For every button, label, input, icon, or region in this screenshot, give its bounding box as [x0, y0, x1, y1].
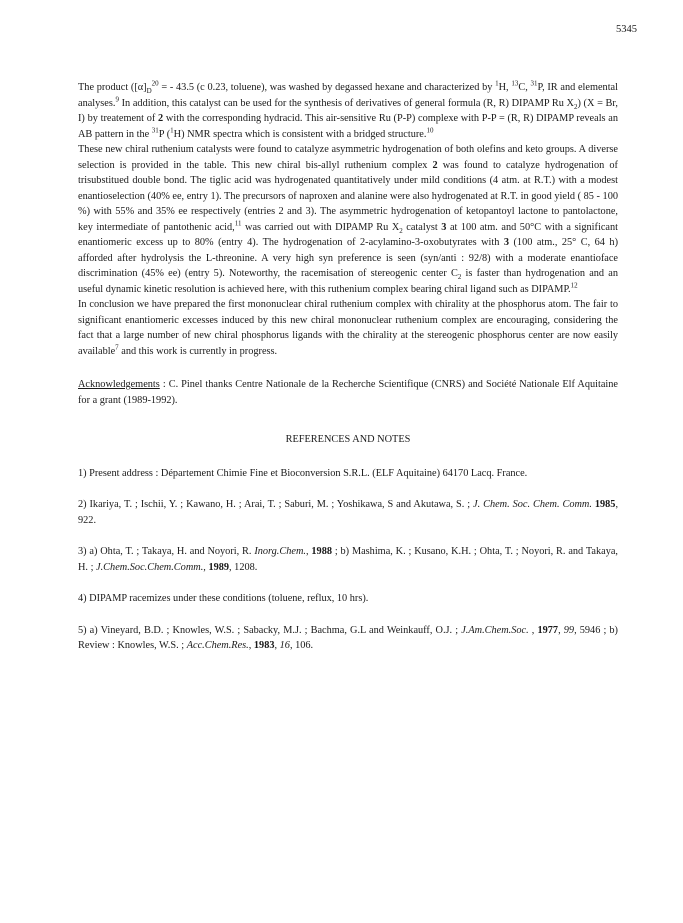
citation-mark: 7 — [115, 343, 119, 352]
reference-5 — [78, 623, 618, 654]
journal-name: J. Chem. Soc. Chem. Comm. — [473, 499, 592, 510]
text: In conclusion we have prepared the first mononuclear chiral ruthenium complex with chirality at the phosphorus atom. The fair to significant enantiomeric excesses induced by this new chiral mononuclear ruthenium complex are encouraging, considering the fact that a large number of new chiral phosphorus ligands with the chirality at the stereogenic phosphorus center are now easily available — [78, 299, 618, 357]
paragraph-conclusion — [78, 297, 618, 359]
compound-number: 2 — [432, 159, 438, 171]
volume: 16 — [279, 640, 290, 651]
text: = - 43.5 (c 0.23, toluene), was washed by degassed hexane and characterized by — [158, 82, 496, 93]
text: , — [558, 624, 564, 636]
text: H) NMR spectra which is consistent with a bridged structure. — [173, 128, 427, 140]
text: C, — [518, 82, 531, 93]
text: P ( — [158, 128, 171, 140]
reference-1: 1) Present address : Département Chimie Fine et Bioconversion S.R.L. (ELF Aquitaine) 64170 Lacq. France. — [78, 467, 528, 479]
text: was found to catalyze hydrogenation of trisubstitued double bond. The tiglic acid was hydrogenated quantitatively under mild conditions (4 atm. at R.T.) with a modest enantioselection (40% ee, entry 1). The precursors of naproxen and alanine were also hydrogenated at R.T. in good yield ( 85 - 100 %) with 55% and 35% ee respectively (entries 2 and 3). The asymmetric hydrogenation of ketopantoyl lactone to pantolactone, key intermediate of pantothenic acid, — [78, 159, 618, 233]
citation-mark: 11 — [234, 219, 242, 228]
subscript: 2 — [399, 226, 403, 235]
text: 3) a) Ohta, T. ; Takaya, H. and Noyori, R. — [78, 546, 255, 557]
compound-number: 3 — [441, 221, 447, 233]
year: 1983 — [253, 640, 275, 651]
superscript: 13 — [511, 79, 519, 88]
text: , 922. — [78, 499, 619, 526]
journal-name: Acc.Chem.Res. — [186, 640, 249, 651]
acknowledgements — [78, 377, 618, 408]
text: with the corresponding hydracid. This air-sensitive Ru (P-P) complexe with P-P = (R, R) DIPAMP reveals an AB pattern in the — [78, 113, 618, 140]
journal-name: J.Am.Chem.Soc. — [461, 624, 529, 636]
article-body — [78, 80, 618, 670]
text: at 100 atm. and 50°C with a significant enantiomeric excess up to 80% (entry 4). The hydrogenation of 2-acylamino-3-oxobutyrates with — [78, 221, 618, 248]
reference-3 — [78, 544, 618, 575]
year: 1977 — [537, 624, 559, 636]
compound-number: 3 — [503, 237, 510, 248]
text: These new chiral ruthenium catalysts were found to catalyze asymmetric hydrogenation of both olefins and keto groups. A diverse selection is provided in the table. This new chiral bis-allyl ruthenium complex — [78, 144, 618, 171]
text: ) (X = Br, I) by treatement of — [78, 97, 618, 124]
journal-name: Inorg.Chem. — [254, 546, 306, 557]
volume: 99 — [563, 624, 575, 636]
reference-2 — [78, 497, 618, 528]
journal-name: J.Chem.Soc.Chem.Comm. — [96, 561, 204, 573]
text: (100 atm., 25° C, 64 h) afforded after hydrolysis the L-threonine. A very high syn preference is seen (syn/anti : 92/8) with a moderate enantioface discrimination (45% ee) (entry 5). Noteworthy, the racemisation of stereogenic center C — [78, 237, 618, 279]
text: , — [305, 546, 312, 557]
superscript: 1 — [170, 126, 174, 135]
subscript: D — [146, 87, 152, 96]
text: : C. Pinel thanks Centre Nationale de la Recherche Scientifique (CNRS) and Société Nationale Elf Aquitaine for a grant (1989-1992). — [78, 379, 618, 406]
text: , 106. — [289, 640, 314, 651]
text: , — [274, 640, 280, 651]
subscript: 2 — [573, 102, 578, 111]
superscript: 20 — [151, 79, 159, 88]
text: The product ([α] — [78, 82, 147, 93]
references-heading: REFERENCES AND NOTES — [285, 434, 411, 445]
year: 1989 — [208, 561, 230, 573]
paragraph-product-characterization — [78, 80, 618, 142]
text: is faster than hydrogenation and an useful dynamic kinetic resolution is achieved here, with this ruthenium complex bearing chiral ligand such as DIPAMP. — [78, 268, 618, 295]
compound-number: 2 — [158, 113, 164, 124]
text: P, IR and elemental analyses. — [78, 82, 618, 109]
text: catalyst — [402, 221, 442, 233]
page-number: 5345 — [616, 24, 637, 35]
text: , 1208. — [229, 561, 258, 573]
text: , — [203, 561, 209, 573]
text: In addition, this catalyst can be used for the synthesis of derivatives of general formula (R, R) DIPAMP Ru X — [118, 97, 574, 109]
year: 1988 — [311, 546, 332, 557]
text: , — [528, 624, 538, 636]
subscript: 2 — [457, 273, 462, 282]
text: was carried out with DIPAMP Ru X — [241, 221, 400, 233]
text: H, — [498, 82, 512, 93]
text: 5) a) Vineyard, B.D. ; Knowles, W.S. ; Sabacky, M.J. ; Bachma, G.L and Weinkauff, O.J. ; — [78, 624, 462, 636]
superscript: 31 — [151, 126, 159, 135]
text: , 5946 ; b) Review : Knowles, W.S. ; — [78, 624, 618, 651]
citation-mark: 12 — [570, 281, 578, 290]
text: 2) Ikariya, T. ; Ischii, Y. ; Kawano, H. ; Arai, T. ; Saburi, M. ; Yoshikawa, S and Akutawa, S. ; — [78, 499, 474, 510]
superscript: 1 — [495, 79, 499, 88]
acknowledgements-label: Acknowledgements — [78, 379, 160, 390]
reference-4: 4) DIPAMP racemizes under these conditions (toluene, reflux, 10 hrs). — [78, 593, 369, 604]
superscript: 31 — [530, 79, 538, 88]
text: ; b) Mashima, K. ; Kusano, K.H. ; Ohta, T. ; Noyori, R. and Takaya, H. ; — [78, 546, 619, 573]
text: , — [248, 640, 254, 651]
citation-mark: 9 — [115, 95, 119, 104]
text: and this work is currently in progress. — [118, 345, 278, 357]
year: 1985 — [594, 499, 616, 510]
paragraph-hydrogenation-results — [78, 142, 618, 297]
citation-mark: 10 — [426, 126, 434, 135]
